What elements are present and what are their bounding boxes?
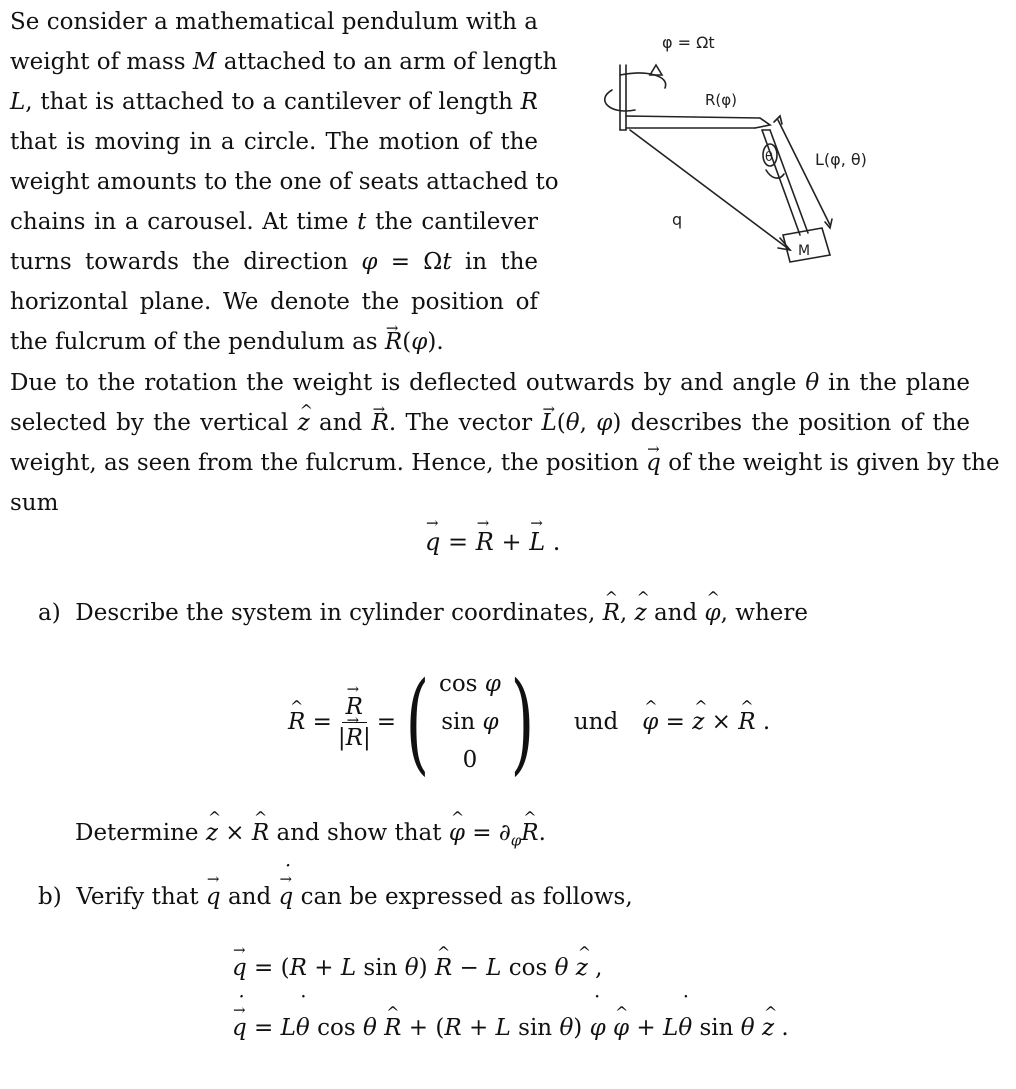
sketch-theta-label: θ bbox=[765, 150, 773, 165]
intro-paragraph bbox=[10, 2, 559, 362]
pendulum-sketch bbox=[590, 30, 900, 280]
part-b-statement: b) Verify that q → and ˙ q → can be expressed as follows, bbox=[38, 884, 633, 910]
q-expression: q → = (R + L sin θ) R ^ − L cos θ z ^ , bbox=[232, 955, 602, 981]
body-line: weight, as seen from the fulcrum. Hence, the position q → of the weight is given by the bbox=[10, 443, 970, 483]
intro-line: that is moving in a circle. The motion of the bbox=[10, 129, 538, 155]
intro-line: L, that is attached to a cantilever of length R bbox=[10, 89, 538, 115]
rhat-fraction: $\frac{R \to}{|R \to|}$ bbox=[338, 694, 371, 751]
rhat-vector: ( cos φ sin φ 0 ) bbox=[405, 658, 535, 786]
intro-line: Se consider a mathematical pendulum with a bbox=[10, 9, 538, 35]
part-a-statement: a) Describe the system in cylinder coordinates, R ^, z ^ and φ ^, where bbox=[38, 600, 808, 626]
intro-line: weight amounts to the one of seats attached to bbox=[10, 169, 559, 195]
intro-line: chains in a carousel. At time t the cantilever bbox=[10, 209, 538, 235]
part-a-determine: Determine z ^ × R ^ and show that φ ^ = $\partial_\varphi R$ ^. bbox=[75, 820, 546, 850]
intro-line: horizontal plane. We denote the position of bbox=[10, 289, 538, 315]
body-line: selected by the vertical z ^ and R →. The vector L →(θ, φ) describes the position of the bbox=[10, 403, 970, 443]
intro-line: the fulcrum of the pendulum as R →(φ). bbox=[10, 322, 538, 362]
sketch-mass-label: M bbox=[798, 243, 811, 259]
sketch-R-label: R(φ) bbox=[705, 91, 738, 109]
sketch-q-label: q bbox=[672, 210, 683, 229]
body-paragraph bbox=[10, 363, 1000, 523]
rhat-definition: R ^ = $\frac{R \to}{|R \to|}$ = ( cos φ sin φ 0 ) und φ ^ = z ^ × R ^ . bbox=[288, 665, 770, 779]
qdot-expression: ˙ q → = L˙ θ cos θ R ^ + (R + L sin θ) ˙ φ φ ^ + L˙ θ sin θ z ^ . bbox=[232, 1015, 789, 1041]
intro-line: turns towards the direction φ = Ωt in the bbox=[10, 249, 538, 275]
body-line: Due to the rotation the weight is deflected outwards by and angle θ in the plane bbox=[10, 370, 970, 396]
sum-equation: q → = R → + L → . bbox=[425, 528, 560, 556]
sketch-phi-label: φ = Ωt bbox=[662, 33, 715, 52]
sketch-L-label: L(φ, θ) bbox=[815, 150, 867, 169]
body-line: sum bbox=[10, 490, 59, 516]
intro-line: weight of mass M attached to an arm of length bbox=[10, 49, 558, 75]
